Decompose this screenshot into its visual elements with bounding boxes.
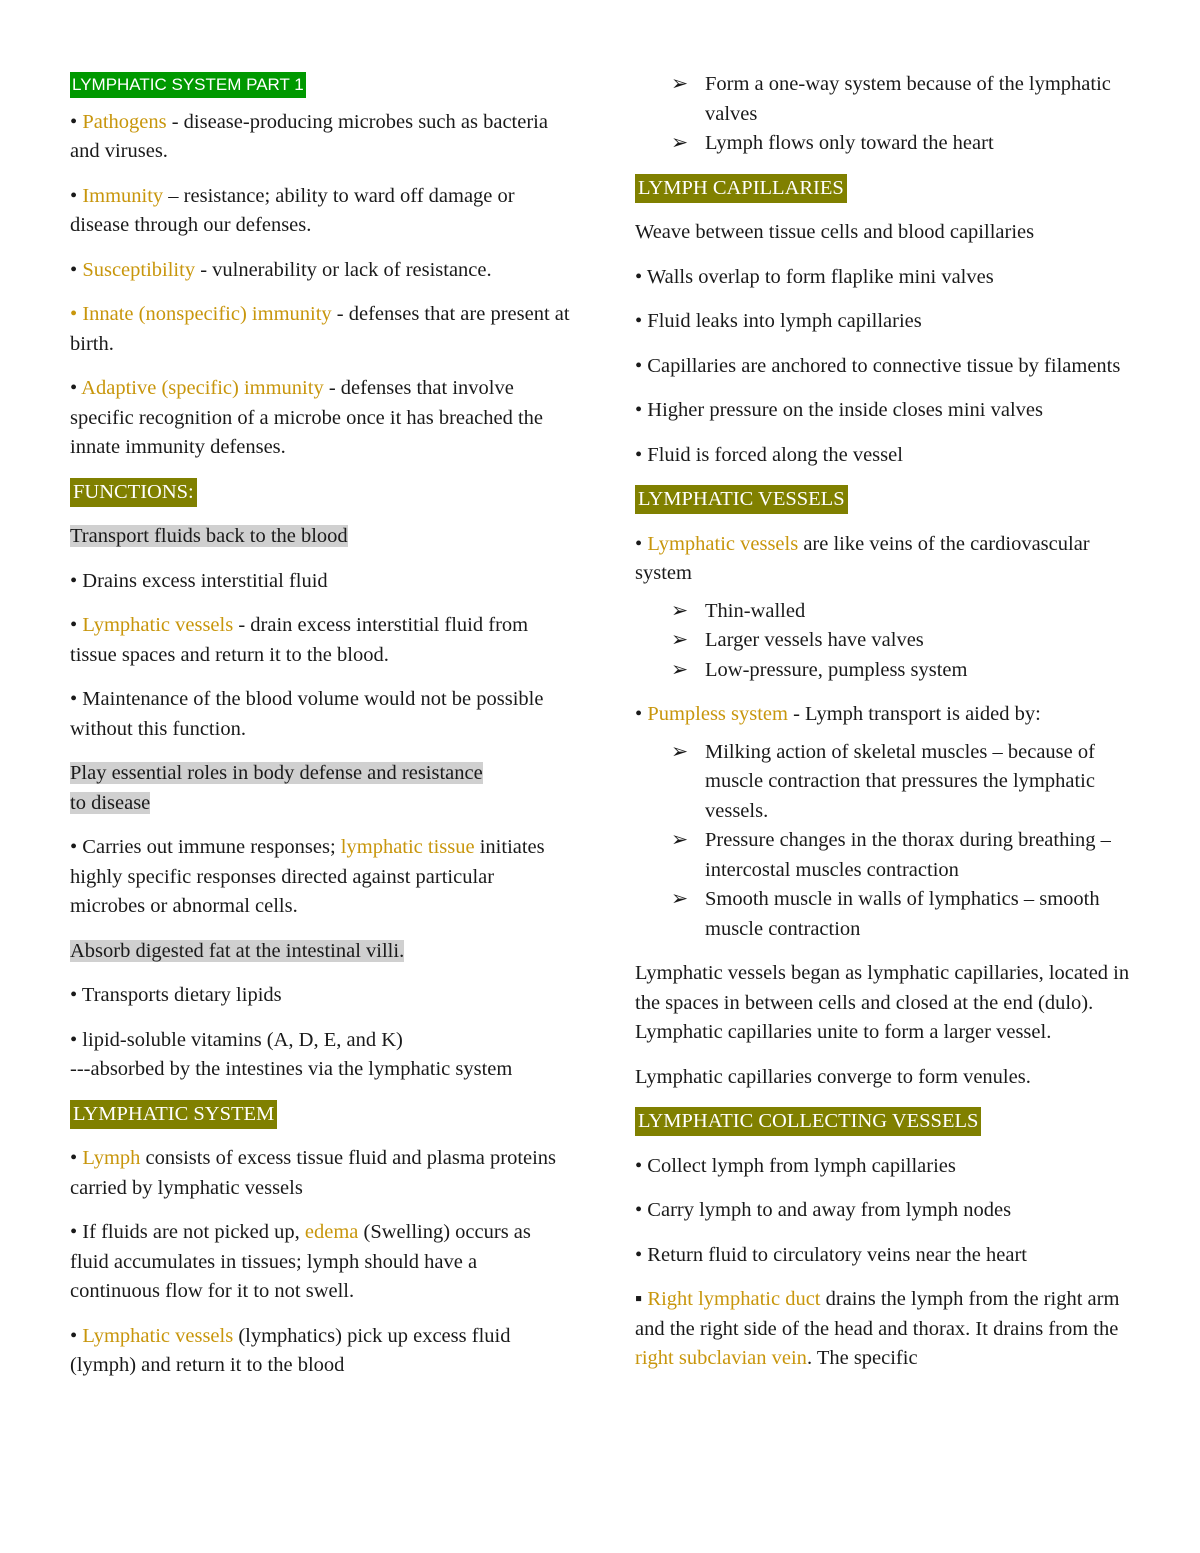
arrow-bullet-icon: ➢ (671, 73, 689, 95)
arrow-item: ➢ Low-pressure, pumpless system (671, 656, 1135, 686)
transport-heading: Transport fluids back to the blood (70, 525, 348, 547)
arrow-item: ➢ Thin-walled (671, 597, 1135, 627)
arrow-item: ➢ Milking action of skeletal muscles – because of muscle contraction that pressures the lymphatic vessels. (671, 738, 1135, 827)
capillaries-bullets (635, 263, 1135, 471)
bullet-item: • Carry lymph to and away from lymph nodes (635, 1199, 1012, 1221)
lymphatic-system-heading: LYMPHATIC SYSTEM (70, 1100, 277, 1129)
valve-arrow-list (635, 70, 1135, 159)
pumpless-item: • Pumpless system - Lymph transport is aided by: (635, 703, 1041, 725)
term: right subclavian vein (635, 1347, 807, 1369)
bullet-item: • Fluid is forced along the vessel (635, 443, 903, 466)
part-title: LYMPHATIC SYSTEM PART 1 (70, 72, 306, 98)
definition-item: • Susceptibility - vulnerability or lack of resistance. (70, 258, 492, 281)
arrow-item: ➢ Larger vessels have valves (671, 626, 1135, 656)
definition-item: • Immunity – resistance; ability to ward off damage or disease through our defenses. (70, 184, 515, 236)
term: Adaptive (specific) immunity (81, 377, 324, 399)
left-column (70, 70, 570, 1396)
arrow-bullet-icon: ➢ (671, 629, 689, 651)
definitions-list (70, 108, 570, 463)
bullet-item: • Capillaries are anchored to connective tissue by filaments (635, 354, 1121, 377)
paragraph-venules: Lymphatic capillaries converge to form venules. (635, 1065, 1031, 1088)
bullet-item: • Walls overlap to form flaplike mini valves (635, 265, 994, 288)
functions-heading: FUNCTIONS: (70, 478, 197, 507)
arrow-item: ➢ Pressure changes in the thorax during breathing – intercostal muscles contraction (671, 826, 1135, 885)
term: lymphatic tissue (340, 836, 475, 858)
term: Lymphatic vessels (647, 532, 799, 555)
arrow-bullet-icon: ➢ (671, 658, 689, 681)
definition-item: • Innate (nonspecific) immunity - defenses that are present at birth. (70, 303, 570, 355)
maintenance-item: • Maintenance of the blood volume would not be possible without this function. (70, 688, 544, 740)
bullet-item: • Return fluid to circulatory veins near the heart (635, 1243, 1027, 1266)
term: Susceptibility (82, 258, 196, 281)
absorb-heading: Absorb digested fat at the intestinal villi. (70, 939, 405, 962)
term: Right lymphatic duct (647, 1288, 821, 1310)
bullet-item: • Fluid leaks into lymph capillaries (635, 310, 922, 332)
arrow-item: ➢ Lymph flows only toward the heart (671, 129, 1135, 159)
vitamins-item: • lipid-soluble vitamins (A, D, E, and K) ---absorbed by the intestines via the lymphatic system (70, 1028, 513, 1080)
right-column (635, 70, 1135, 1389)
term: Innate (nonspecific) immunity (82, 303, 332, 325)
arrow-item: ➢ Form a one-way system because of the lymphatic valves (671, 70, 1135, 129)
drains-item: • Drains excess interstitial fluid (70, 569, 328, 592)
term: Pathogens (82, 110, 167, 133)
lymphatic-vessels-heading: LYMPHATIC VESSELS (635, 485, 848, 514)
lymphatic-vessels-item: • Lymphatic vessels - drain excess interstitial fluid from tissue spaces and return it to the blood. (70, 614, 529, 666)
vessels-arrow-list (635, 597, 1135, 686)
collecting-vessels-heading: LYMPHATIC COLLECTING VESSELS (635, 1107, 981, 1136)
edema-item: • If fluids are not picked up, edema (Swelling) occurs as fluid accumulates in tissues; lymph should have a continuous flow for it to not swell. (70, 1221, 531, 1302)
definition-item: • Adaptive (specific) immunity - defenses that involve specific recognition of a microbe once it has breached the innate immunity defenses. (70, 377, 544, 458)
term: Lymph (82, 1147, 141, 1169)
arrow-bullet-icon: ➢ (671, 599, 689, 622)
term: Immunity (82, 184, 164, 207)
term: Lymphatic vessels (82, 1324, 234, 1347)
right-lymphatic-duct-item: ▪ Right lymphatic duct drains the lymph from the right arm and the right side of the head and thorax. It drains from the right subclavian vein. The specific (635, 1288, 1120, 1369)
term: Lymphatic vessels (82, 614, 234, 636)
vessels-item: • Lymphatic vessels are like veins of the cardiovascular system (635, 532, 1090, 584)
arrow-bullet-icon: ➢ (671, 888, 689, 910)
arrow-bullet-icon: ➢ (671, 829, 689, 851)
immune-item: • Carries out immune responses; lymphatic tissue initiates highly specific responses directed against particular microbes or abnormal cells. (70, 836, 545, 917)
paragraph-capillaries: Lymphatic vessels began as lymphatic capillaries, located in the spaces in between cells and closed at the end (dulo). Lymphatic capillaries unite to form a larger vessel. (635, 962, 1130, 1043)
arrow-bullet-icon: ➢ (671, 132, 689, 154)
bullet-item: • Higher pressure on the inside closes mini valves (635, 399, 1043, 421)
bullet-item: • Collect lymph from lymph capillaries (635, 1154, 956, 1177)
arrow-item: ➢ Smooth muscle in walls of lymphatics – smooth muscle contraction (671, 885, 1135, 944)
term: Pumpless system (647, 703, 788, 725)
pumpless-arrow-list (635, 738, 1135, 945)
definition-item: • Pathogens - disease-producing microbes such as bacteria and viruses. (70, 110, 548, 162)
term: edema (304, 1221, 359, 1243)
lipids-item: • Transports dietary lipids (70, 984, 282, 1006)
collecting-bullets (635, 1152, 1135, 1271)
defense-heading: Play essential roles in body defense and resistance to disease (70, 762, 483, 814)
capillaries-intro: Weave between tissue cells and blood capillaries (635, 221, 1035, 243)
lymph-item: • Lymph consists of excess tissue fluid and plasma proteins carried by lymphatic vessels (70, 1147, 557, 1199)
arrow-bullet-icon: ➢ (671, 740, 689, 763)
lymph-capillaries-heading: LYMPH CAPILLARIES (635, 174, 847, 203)
lymphatics-item: • Lymphatic vessels (lymphatics) pick up excess fluid (lymph) and return it to the blood (70, 1324, 511, 1376)
